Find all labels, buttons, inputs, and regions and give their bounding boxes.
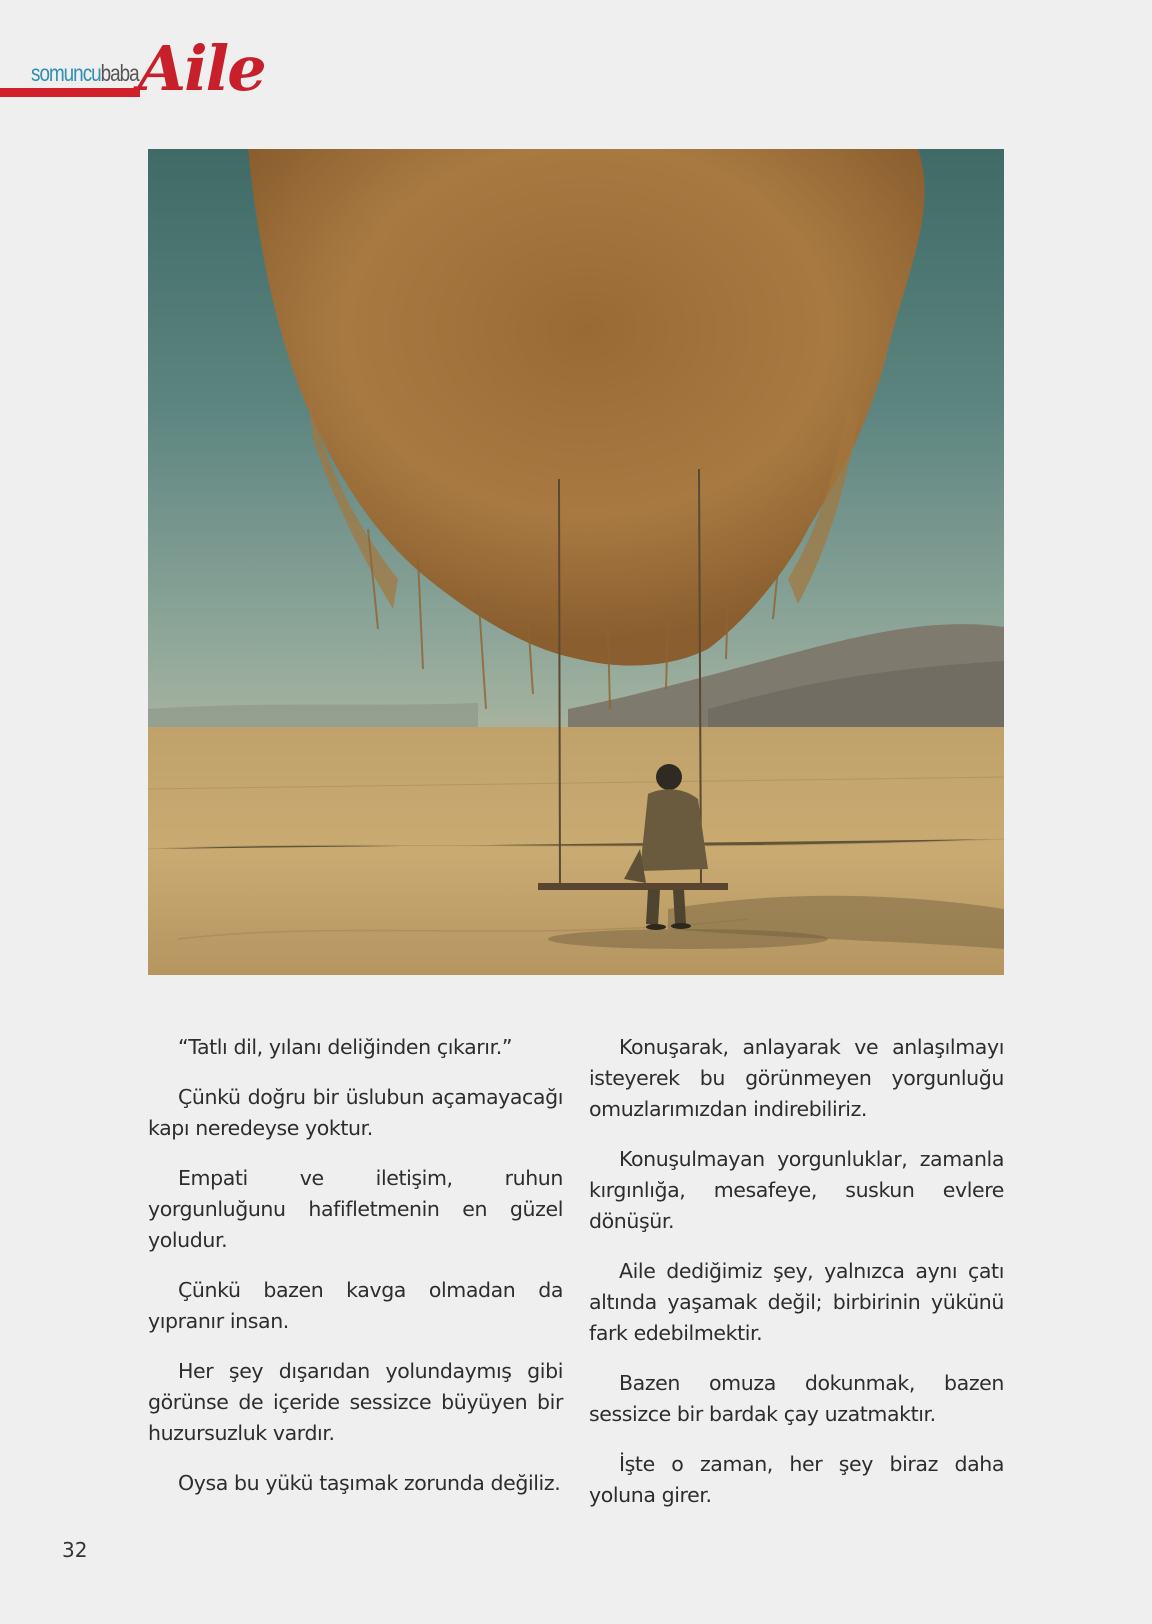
- left-text-column: [148, 1032, 563, 1518]
- paragraph: Aile dediğimiz şey, yalnızca aynı çatı altında yaşamak değil; birbirinin yükünü fark edebilmektir.: [589, 1259, 1004, 1345]
- brand-name: [31, 60, 139, 87]
- paragraph: “Tatlı dil, yılanı deliğinden çıkarır.”: [178, 1035, 513, 1059]
- paragraph: Her şey dışarıdan yolundaymış gibi görünse de içeride sessizce büyüyen bir huzursuzluk vardır.: [148, 1359, 563, 1445]
- paragraph: Çünkü doğru bir üslubun açamayacağı kapı neredeyse yoktur.: [148, 1085, 563, 1140]
- paragraph: Konuşarak, anlayarak ve anlaşılmayı isteyerek bu görünmeyen yorgunluğu omuzlarımızdan indirebiliriz.: [589, 1035, 1004, 1121]
- masthead-red-rule: [0, 88, 140, 97]
- paragraph: Çünkü bazen kavga olmadan da yıpranır insan.: [148, 1278, 563, 1333]
- right-text-column: [589, 1032, 1004, 1530]
- section-title-script: Aile: [138, 32, 265, 105]
- page-number: 32: [62, 1538, 88, 1562]
- brand-part-baba: baba: [100, 60, 139, 86]
- masthead-logo: [0, 30, 265, 120]
- brand-part-somuncu: somuncu: [31, 60, 101, 86]
- paragraph: Bazen omuza dokunmak, bazen sessizce bir bardak çay uzatmaktır.: [589, 1371, 1004, 1426]
- paragraph: Oysa bu yükü taşımak zorunda değiliz.: [178, 1471, 561, 1495]
- paragraph: İşte o zaman, her şey biraz daha yoluna girer.: [589, 1452, 1004, 1507]
- paragraph: Konuşulmayan yorgunluklar, zamanla kırgınlığa, mesafeye, suskun evlere dönüşür.: [589, 1147, 1004, 1233]
- photo-man-on-swing-icon: [148, 149, 1004, 975]
- paragraph: Empati ve iletişim, ruhun yorgunluğunu hafifletmenin en güzel yoludur.: [148, 1166, 563, 1252]
